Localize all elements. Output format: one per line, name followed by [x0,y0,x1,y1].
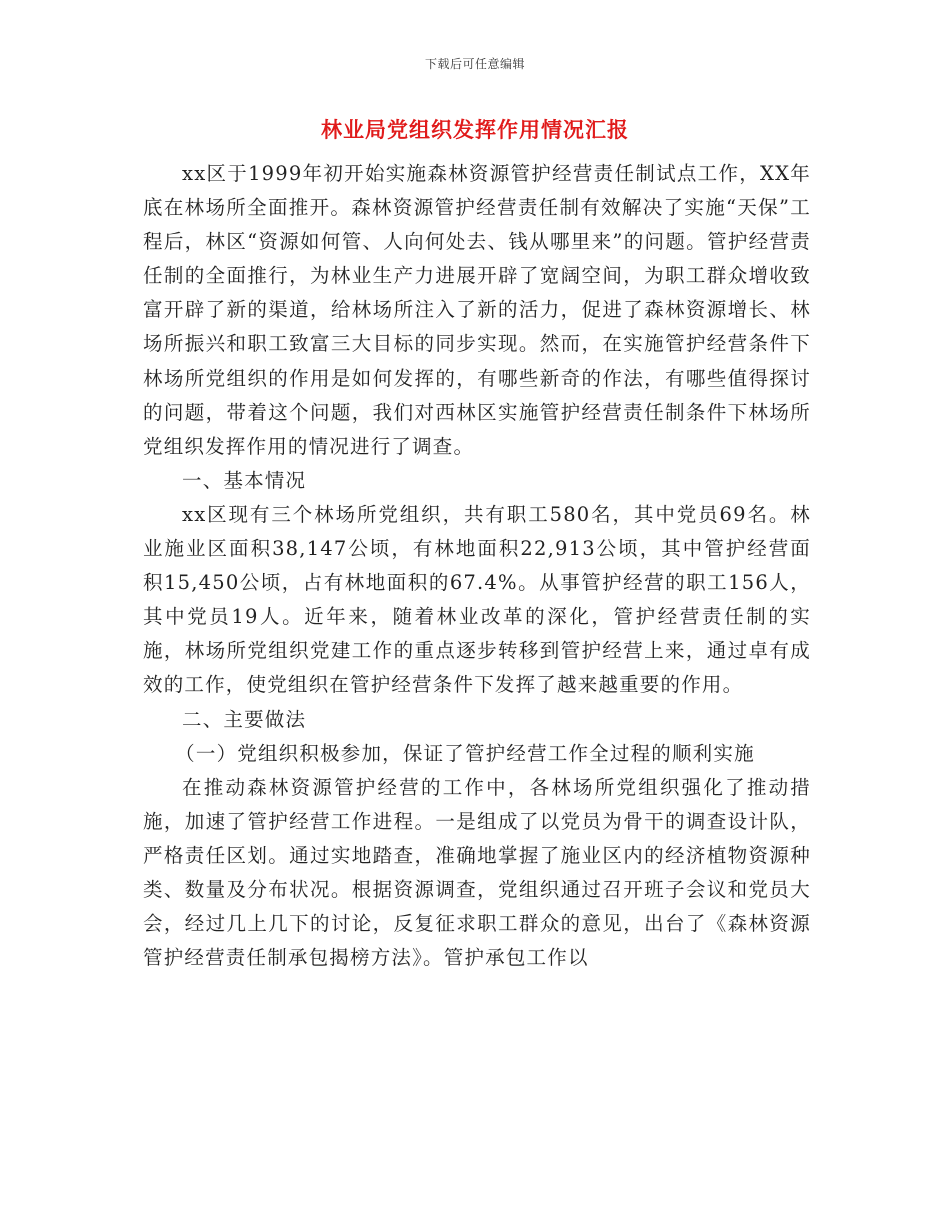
section-heading-main-practices: 二、主要做法 [182,707,307,731]
section-heading-basic-situation: 一、基本情况 [182,468,307,492]
basic-situation-paragraph: xx区现有三个林场所党组织，共有职工580名，其中党员69名。林业施业区面积38,147公顷，有林地面积22,913公顷，其中管护经营面积15,450公顷，占有林地面积的67.4%。从事管护经营的职工156人，其中党员19人。近年来，随着林业改革的深化，管护经营责任制的实施，林场所党组织党建工作的重点逐步转移到管护经营上来，通过卓有成效的工作，使党组织在管护经营条件下发挥了越来越重要的作用。 [143,502,811,697]
document-title: 林业局党组织发挥作用情况汇报 [321,118,629,142]
subsection-heading-1: （一）党组织积极参加，保证了管护经营工作全过程的顺利实施 [175,741,755,765]
main-practices-paragraph: 在推动森林资源管护经营的工作中，各林场所党组织强化了推动措施，加速了管护经营工作进程。一是组成了以党员为骨干的调查设计队，严格责任区划。通过实地踏查，准确地掌握了施业区内的经济植物资源种类、数量及分布状况。根据资源调查，党组织通过召开班子会议和党员大会，经过几上几下的讨论，反复征求职工群众的意见，出台了《森林资源管护经营责任制承包揭榜方法》。管护承包工作以 [143,775,811,970]
header-note: 下载后可任意编辑 [424,57,525,71]
document-body [143,157,811,975]
intro-paragraph: xx区于1999年初开始实施森林资源管护经营责任制试点工作，XX年底在林场所全面推开。森林资源管护经营责任制有效解决了实施“天保”工程后，林区“资源如何管、人向何处去、钱从哪里来”的问题。管护经营责任制的全面推行，为林业生产力进展开辟了宽阔空间，为职工群众增收致富开辟了新的渠道，给林场所注入了新的活力，促进了森林资源增长、林场所振兴和职工致富三大目标的同步实现。然而，在实施管护经营条件下林场所党组织的作用是如何发挥的，有哪些新奇的作法，有哪些值得探讨的问题，带着这个问题，我们对西林区实施管护经营责任制条件下林场所党组织发挥作用的情况进行了调查。 [143,162,811,458]
